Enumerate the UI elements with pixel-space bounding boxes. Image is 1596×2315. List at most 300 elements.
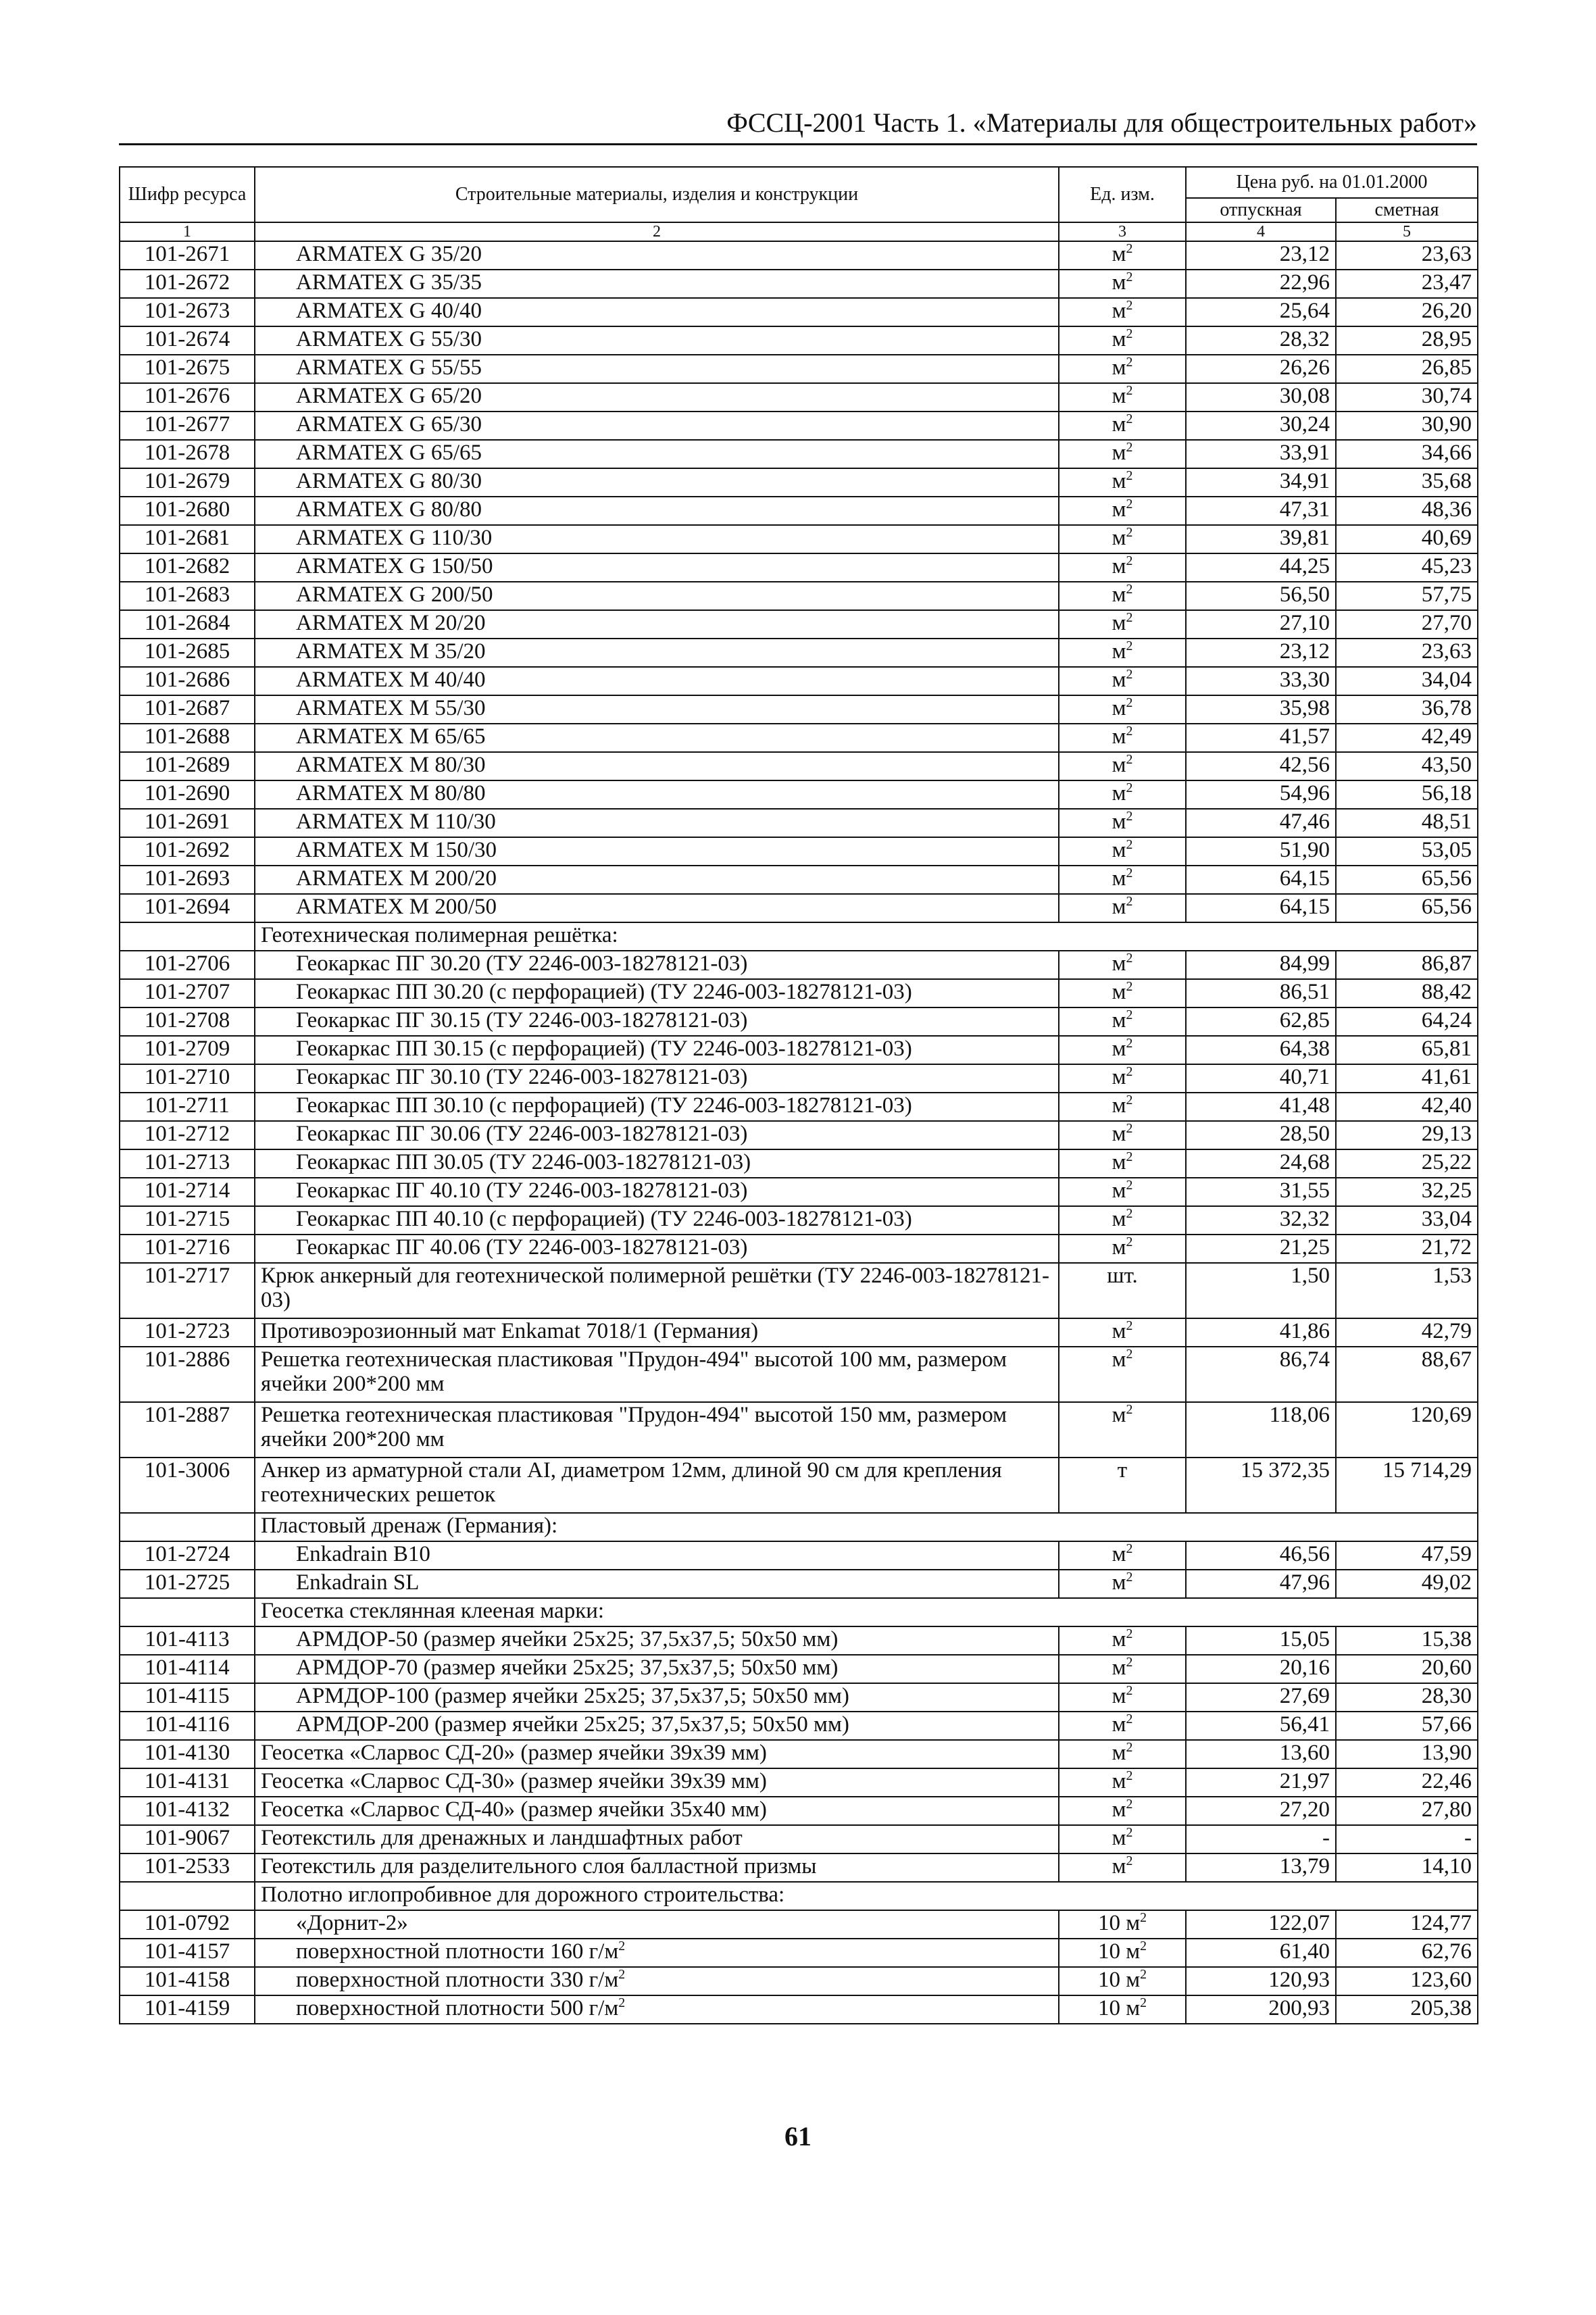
resource-code: 101-2886: [120, 1347, 255, 1402]
unit: [1059, 468, 1186, 497]
superscript-2: 2: [1126, 1318, 1133, 1333]
release-price: 51,90: [1186, 837, 1336, 866]
material-name-text: ARMATEX M 65/65: [296, 724, 486, 749]
group-heading-row: [120, 922, 1478, 951]
material-name-text: Геосетка «Сларвос СД-40» (размер ячейки 35х40 мм): [261, 1797, 767, 1822]
material-name-text: Решетка геотехническая пластиковая "Прудон-494" высотой 100 мм, размером ячейки 200*200 мм: [261, 1347, 1007, 1396]
material-name-text: ARMATEX M 80/30: [296, 753, 486, 777]
superscript-2: 2: [1126, 440, 1133, 455]
estimate-price: 21,72: [1336, 1235, 1478, 1263]
superscript-2: 2: [1126, 1402, 1133, 1417]
unit: [1059, 1995, 1186, 2024]
material-name: [255, 1093, 1059, 1121]
unit-text: м: [1112, 980, 1126, 1004]
table-row: [120, 1853, 1478, 1882]
resource-code: 101-2682: [120, 553, 255, 582]
material-name-text: ARMATEX G 35/20: [296, 242, 482, 266]
unit: [1059, 837, 1186, 866]
material-name: [255, 553, 1059, 582]
unit-text: м: [1112, 412, 1126, 437]
superscript-2: 2: [1140, 1995, 1147, 2010]
unit-text: м: [1112, 1542, 1126, 1566]
release-price: 54,96: [1186, 780, 1336, 809]
unit-text: м: [1112, 1178, 1126, 1203]
material-name-text: Enkadrain SL: [296, 1570, 420, 1595]
table-row: [120, 582, 1478, 610]
material-name-text: Геотекстиль для разделительного слоя балластной призмы: [261, 1854, 817, 1878]
table-row: [120, 1995, 1478, 2024]
table-row: [120, 412, 1478, 440]
table-row: [120, 1712, 1478, 1740]
unit-text: м: [1112, 1712, 1126, 1737]
unit: [1059, 383, 1186, 412]
material-name: [255, 695, 1059, 724]
superscript-2: 2: [1126, 270, 1133, 284]
superscript-2: 2: [1126, 695, 1133, 710]
superscript-2: 2: [1126, 1093, 1133, 1107]
table-row: [120, 1655, 1478, 1683]
table-row: [120, 1740, 1478, 1768]
release-price: 86,74: [1186, 1347, 1336, 1402]
material-name: [255, 1235, 1059, 1263]
table-row: [120, 525, 1478, 553]
unit: [1059, 270, 1186, 298]
release-price: 118,06: [1186, 1402, 1336, 1458]
release-price: 47,96: [1186, 1570, 1336, 1598]
unit-text: м: [1112, 1008, 1126, 1032]
estimate-price: 35,68: [1336, 468, 1478, 497]
superscript-2: 2: [1126, 1797, 1133, 1812]
estimate-price: 47,59: [1336, 1541, 1478, 1570]
material-name-text: Решетка геотехническая пластиковая "Прудон-494" высотой 150 мм, размером ячейки 200*200 мм: [261, 1403, 1007, 1451]
unit-text: м: [1112, 469, 1126, 493]
resource-code: 101-2693: [120, 866, 255, 894]
superscript-2: 2: [1126, 1064, 1133, 1079]
estimate-price: 205,38: [1336, 1995, 1478, 2024]
superscript-2: 2: [1126, 1740, 1133, 1755]
resource-code: 101-2707: [120, 979, 255, 1007]
resource-code: 101-2709: [120, 1036, 255, 1064]
superscript-2: 2: [618, 1939, 626, 1953]
estimate-price: 62,76: [1336, 1939, 1478, 1967]
estimate-price: 42,79: [1336, 1318, 1478, 1347]
unit: [1059, 780, 1186, 809]
release-price: 64,15: [1186, 894, 1336, 922]
resource-code: 101-2694: [120, 894, 255, 922]
unit: [1059, 412, 1186, 440]
resource-code: 101-4159: [120, 1995, 255, 2024]
material-name: [255, 1064, 1059, 1093]
unit: [1059, 1064, 1186, 1093]
estimate-price: 1,53: [1336, 1263, 1478, 1318]
estimate-price: 26,20: [1336, 298, 1478, 326]
unit-text: м: [1112, 611, 1126, 635]
table-row: [120, 1206, 1478, 1235]
material-name: [255, 582, 1059, 610]
unit-text: м: [1112, 1065, 1126, 1089]
release-price: 15,05: [1186, 1626, 1336, 1655]
material-name: [255, 610, 1059, 639]
document-title: ФССЦ-2001 Часть 1. «Материалы для общестроительных работ»: [726, 107, 1477, 138]
table-row: [120, 1683, 1478, 1712]
resource-code: 101-2533: [120, 1853, 255, 1882]
release-price: 32,32: [1186, 1206, 1336, 1235]
superscript-2: 2: [1126, 1655, 1133, 1670]
unit-text: м: [1112, 1769, 1126, 1793]
release-price: 23,12: [1186, 639, 1336, 667]
release-price: 26,26: [1186, 355, 1336, 383]
release-price: 41,86: [1186, 1318, 1336, 1347]
material-name-text: ARMATEX M 20/20: [296, 611, 486, 635]
estimate-price: 88,42: [1336, 979, 1478, 1007]
release-price: 40,71: [1186, 1064, 1336, 1093]
material-name-text: поверхностной плотности 500 г/м: [296, 1996, 619, 2020]
table-row: [120, 553, 1478, 582]
resource-code: 101-4157: [120, 1939, 255, 1967]
unit: [1059, 1235, 1186, 1263]
material-name-text: Геокаркас ПГ 30.20 (ТУ 2246-003-18278121-03): [296, 951, 748, 976]
table-row: [120, 1007, 1478, 1036]
material-name: [255, 1149, 1059, 1178]
unit-text: 10 м: [1097, 1939, 1141, 1964]
superscript-2: 2: [1126, 639, 1133, 653]
release-price: 1,50: [1186, 1263, 1336, 1318]
unit: [1059, 1178, 1186, 1206]
unit: [1059, 1093, 1186, 1121]
table-row: [120, 1910, 1478, 1939]
material-name: [255, 241, 1059, 270]
estimate-price: 53,05: [1336, 837, 1478, 866]
estimate-price: 22,46: [1336, 1768, 1478, 1797]
table-row: [120, 1121, 1478, 1149]
superscript-2: 2: [1140, 1939, 1147, 1953]
unit-text: т: [1117, 1458, 1128, 1483]
material-name: [255, 1007, 1059, 1036]
unit-text: м: [1112, 1093, 1126, 1118]
material-name: [255, 1910, 1059, 1939]
estimate-price: 26,85: [1336, 355, 1478, 383]
table-row: [120, 1064, 1478, 1093]
resource-code: 101-2681: [120, 525, 255, 553]
col-number: 2: [255, 222, 1059, 241]
material-name: [255, 1797, 1059, 1825]
unit-text: м: [1112, 781, 1126, 805]
material-name-text: ARMATEX G 65/20: [296, 384, 482, 408]
unit-text: м: [1112, 668, 1126, 692]
unit: [1059, 1263, 1186, 1318]
unit-text: м: [1112, 1656, 1126, 1680]
table-row: [120, 1318, 1478, 1347]
table-row: [120, 1263, 1478, 1318]
unit-text: м: [1112, 441, 1126, 465]
superscript-2: 2: [1126, 1768, 1133, 1783]
release-price: 33,91: [1186, 440, 1336, 468]
estimate-price: 45,23: [1336, 553, 1478, 582]
material-name: [255, 1347, 1059, 1402]
table-row: [120, 1541, 1478, 1570]
unit-text: м: [1112, 639, 1126, 664]
estimate-price: 86,87: [1336, 951, 1478, 979]
resource-code: 101-2674: [120, 326, 255, 355]
estimate-price: 29,13: [1336, 1121, 1478, 1149]
unit-text: м: [1112, 1684, 1126, 1708]
material-name: [255, 1318, 1059, 1347]
superscript-2: 2: [1126, 355, 1133, 370]
material-name-text: ARMATEX M 55/30: [296, 696, 486, 720]
material-name-text: Противоэрозионный мат Enkamat 7018/1 (Германия): [261, 1319, 759, 1343]
unit-text: м: [1112, 1797, 1126, 1822]
material-name: [255, 780, 1059, 809]
unit: [1059, 724, 1186, 752]
superscript-2: 2: [618, 1995, 626, 2010]
unit: [1059, 1683, 1186, 1712]
table-row: [120, 298, 1478, 326]
superscript-2: 2: [1126, 1206, 1133, 1221]
material-name: [255, 866, 1059, 894]
release-price: 23,12: [1186, 241, 1336, 270]
superscript-2: 2: [1126, 1683, 1133, 1698]
unit: [1059, 1036, 1186, 1064]
group-heading: Геосетка стеклянная клееная марки:: [255, 1598, 1478, 1626]
resource-code: 101-2689: [120, 752, 255, 780]
table-row: [120, 951, 1478, 979]
material-name: [255, 1206, 1059, 1235]
unit-text: м: [1112, 270, 1126, 295]
material-name-text: АРМДОР-200 (размер ячейки 25х25; 37,5х37,5; 50х50 мм): [296, 1712, 849, 1737]
resource-code: 101-2711: [120, 1093, 255, 1121]
material-name: [255, 1121, 1059, 1149]
group-code-cell: [120, 1513, 255, 1541]
estimate-price: 56,18: [1336, 780, 1478, 809]
table-row: [120, 639, 1478, 667]
material-name-text: Анкер из арматурной стали AI, диаметром 12мм, длиной 90 см для крепления геотехнических решеток: [261, 1458, 1002, 1507]
unit: [1059, 610, 1186, 639]
unit-text: м: [1112, 1403, 1126, 1427]
release-price: 41,57: [1186, 724, 1336, 752]
table-row: [120, 667, 1478, 695]
material-name-text: ARMATEX M 35/20: [296, 639, 486, 664]
material-name: [255, 951, 1059, 979]
resource-code: 101-2706: [120, 951, 255, 979]
material-name: [255, 667, 1059, 695]
unit: [1059, 1149, 1186, 1178]
unit-text: м: [1112, 1207, 1126, 1231]
estimate-price: 20,60: [1336, 1655, 1478, 1683]
resource-code: 101-0792: [120, 1910, 255, 1939]
material-name: [255, 639, 1059, 667]
material-name-text: поверхностной плотности 330 г/м: [296, 1968, 619, 1992]
release-price: 27,20: [1186, 1797, 1336, 1825]
unit-text: м: [1112, 951, 1126, 976]
unit: [1059, 1939, 1186, 1967]
col-number: 5: [1336, 222, 1478, 241]
col-number: 4: [1186, 222, 1336, 241]
material-name-text: ARMATEX G 65/30: [296, 412, 482, 437]
unit: [1059, 1121, 1186, 1149]
table-row: [120, 1768, 1478, 1797]
unit-text: м: [1112, 582, 1126, 607]
unit: [1059, 1825, 1186, 1853]
estimate-price: 57,75: [1336, 582, 1478, 610]
table-row: [120, 497, 1478, 525]
table-row: [120, 1347, 1478, 1402]
resource-code: 101-9067: [120, 1825, 255, 1853]
unit: [1059, 553, 1186, 582]
unit: [1059, 1740, 1186, 1768]
unit: [1059, 497, 1186, 525]
unit-text: м: [1112, 810, 1126, 834]
release-price: 35,98: [1186, 695, 1336, 724]
release-price: 84,99: [1186, 951, 1336, 979]
release-price: 33,30: [1186, 667, 1336, 695]
resource-code: 101-2710: [120, 1064, 255, 1093]
table-row: [120, 326, 1478, 355]
unit-text: м: [1112, 753, 1126, 777]
material-name: [255, 1655, 1059, 1683]
superscript-2: 2: [1126, 1121, 1133, 1136]
superscript-2: 2: [1126, 1235, 1133, 1249]
group-heading: Геотехническая полимерная решётка:: [255, 922, 1478, 951]
material-name: [255, 1402, 1059, 1458]
unit-text: м: [1112, 1741, 1126, 1765]
table-row: [120, 1149, 1478, 1178]
group-heading: Пластовый дренаж (Германия):: [255, 1513, 1478, 1541]
unit: [1059, 1853, 1186, 1882]
resource-code: 101-2680: [120, 497, 255, 525]
unit: [1059, 951, 1186, 979]
estimate-price: 15,38: [1336, 1626, 1478, 1655]
resource-code: 101-2717: [120, 1263, 255, 1318]
estimate-price: 32,25: [1336, 1178, 1478, 1206]
release-price: 25,64: [1186, 298, 1336, 326]
material-name: [255, 1740, 1059, 1768]
table-header-row: [120, 167, 1478, 198]
superscript-2: 2: [1126, 780, 1133, 795]
material-name: [255, 837, 1059, 866]
resource-code: 101-4115: [120, 1683, 255, 1712]
table-row: [120, 1402, 1478, 1458]
superscript-2: 2: [1126, 1347, 1133, 1362]
superscript-2: 2: [1126, 241, 1133, 256]
table-row: [120, 355, 1478, 383]
resource-code: 101-2724: [120, 1541, 255, 1570]
unit-text: м: [1112, 1627, 1126, 1651]
material-name: [255, 1263, 1059, 1318]
unit: [1059, 866, 1186, 894]
release-price: 62,85: [1186, 1007, 1336, 1036]
unit: [1059, 1541, 1186, 1570]
resource-code: 101-2671: [120, 241, 255, 270]
superscript-2: 2: [1126, 610, 1133, 625]
material-name: [255, 355, 1059, 383]
resource-code: 101-4116: [120, 1712, 255, 1740]
release-price: 64,38: [1186, 1036, 1336, 1064]
unit: [1059, 1318, 1186, 1347]
estimate-price: 40,69: [1336, 525, 1478, 553]
material-name: [255, 468, 1059, 497]
release-price: 21,97: [1186, 1768, 1336, 1797]
unit: [1059, 1458, 1186, 1513]
release-price: 20,16: [1186, 1655, 1336, 1683]
unit: [1059, 1402, 1186, 1458]
estimate-price: 123,60: [1336, 1967, 1478, 1995]
running-header: [119, 107, 1477, 145]
material-name-text: ARMATEX G 110/30: [296, 526, 493, 550]
material-name-text: ARMATEX G 80/80: [296, 497, 482, 522]
estimate-price: 27,80: [1336, 1797, 1478, 1825]
superscript-2: 2: [1140, 1910, 1147, 1925]
release-price: 27,10: [1186, 610, 1336, 639]
unit-text: 10 м: [1097, 1996, 1141, 2020]
table-row: [120, 241, 1478, 270]
material-name: [255, 809, 1059, 837]
resource-code: 101-2687: [120, 695, 255, 724]
unit: [1059, 582, 1186, 610]
superscript-2: 2: [1126, 1570, 1133, 1585]
group-heading-row: [120, 1598, 1478, 1626]
table-row: [120, 1626, 1478, 1655]
estimate-price: 43,50: [1336, 752, 1478, 780]
unit: [1059, 1206, 1186, 1235]
unit: [1059, 1347, 1186, 1402]
material-name-text: ARMATEX G 40/40: [296, 299, 482, 323]
unit-text: м: [1112, 895, 1126, 919]
release-price: 86,51: [1186, 979, 1336, 1007]
table-row: [120, 1570, 1478, 1598]
estimate-price: 30,90: [1336, 412, 1478, 440]
estimate-price: 33,04: [1336, 1206, 1478, 1235]
material-name: [255, 979, 1059, 1007]
estimate-price: 57,66: [1336, 1712, 1478, 1740]
unit: [1059, 1007, 1186, 1036]
table-row: [120, 270, 1478, 298]
material-name-text: Геокаркас ПГ 30.15 (ТУ 2246-003-18278121-03): [296, 1008, 748, 1032]
resource-code: 101-4132: [120, 1797, 255, 1825]
col-number: 3: [1059, 222, 1186, 241]
unit: [1059, 809, 1186, 837]
material-name: [255, 752, 1059, 780]
unit-text: м: [1112, 1037, 1126, 1061]
release-price: 56,50: [1186, 582, 1336, 610]
superscript-2: 2: [1126, 667, 1133, 682]
unit: [1059, 695, 1186, 724]
table-row: [120, 695, 1478, 724]
material-name-text: Геотекстиль для дренажных и ландшафтных работ: [261, 1826, 743, 1850]
unit-text: м: [1112, 1319, 1126, 1343]
release-price: -: [1186, 1825, 1336, 1853]
unit-text: м: [1112, 497, 1126, 522]
table-row: [120, 724, 1478, 752]
release-price: 47,31: [1186, 497, 1336, 525]
release-price: 30,24: [1186, 412, 1336, 440]
material-name: [255, 1683, 1059, 1712]
estimate-price: 65,56: [1336, 866, 1478, 894]
superscript-2: 2: [1126, 1712, 1133, 1726]
estimate-price: 120,69: [1336, 1402, 1478, 1458]
resource-code: 101-2673: [120, 298, 255, 326]
release-price: 21,25: [1186, 1235, 1336, 1263]
estimate-price: 48,36: [1336, 497, 1478, 525]
estimate-price: 49,02: [1336, 1570, 1478, 1598]
unit: [1059, 752, 1186, 780]
material-name: [255, 1768, 1059, 1797]
material-name: [255, 724, 1059, 752]
release-price: 41,48: [1186, 1093, 1336, 1121]
estimate-price: 25,22: [1336, 1149, 1478, 1178]
material-name-text: АРМДОР-70 (размер ячейки 25х25; 37,5х37,5; 50х50 мм): [296, 1656, 839, 1680]
material-name: [255, 412, 1059, 440]
estimate-price: -: [1336, 1825, 1478, 1853]
